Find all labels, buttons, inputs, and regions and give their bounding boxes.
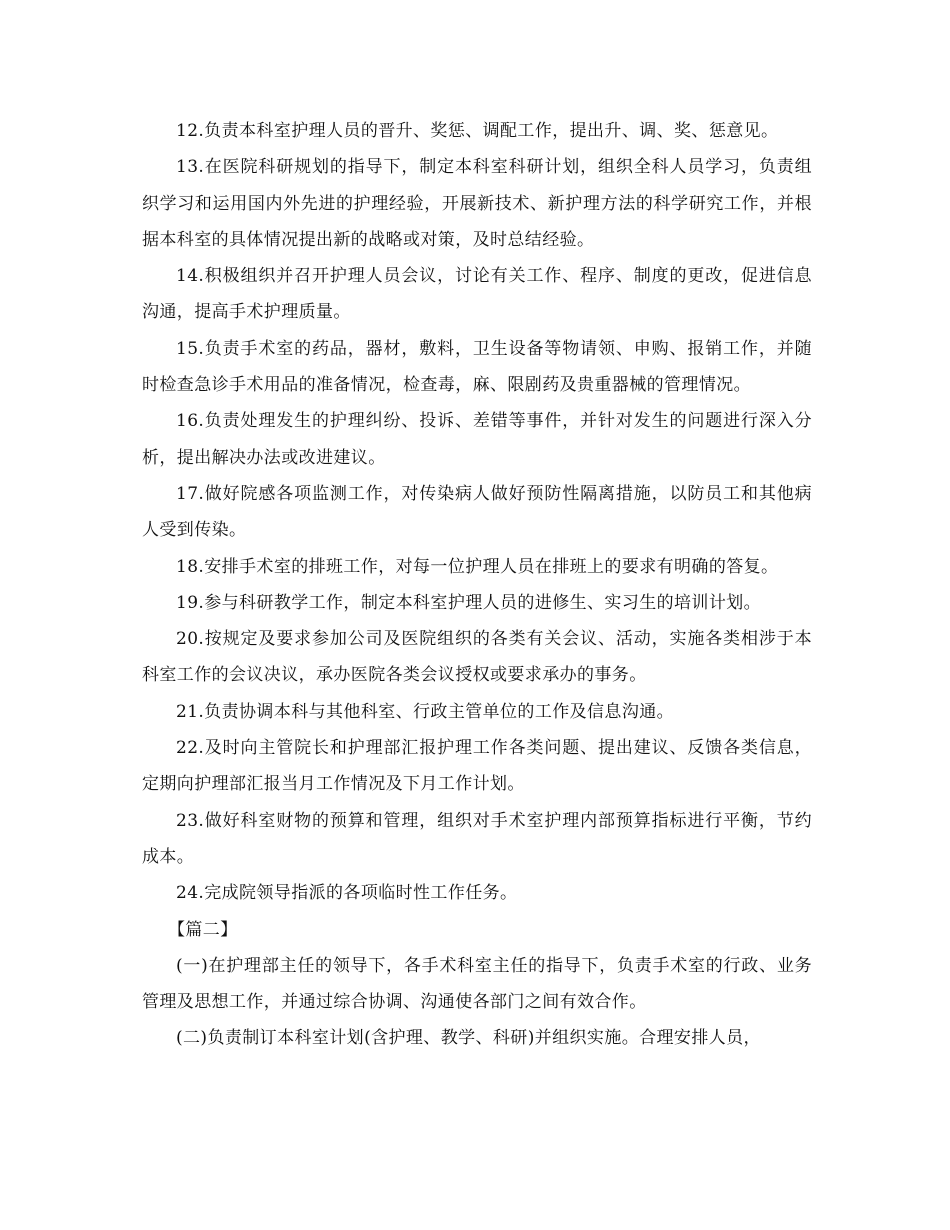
paragraph-item-15: 15.负责手术室的药品，器材，敷料，卫生设备等物请领、申购、报销工作，并随时检查急诊手术用品的准备情况，检查毒，麻、限剧药及贵重器械的管理情况。 bbox=[142, 338, 812, 396]
paragraph-item-17: 17.做好院感各项监测工作，对传染病人做好预防性隔离措施，以防员工和其他病人受到传染。 bbox=[142, 483, 812, 541]
section-paragraph-2: (二)负责制订本科室计划(含护理、教学、科研)并组织实施。合理安排人员， bbox=[176, 1028, 761, 1049]
document-body bbox=[142, 113, 812, 1057]
paragraph-item-20: 20.按规定及要求参加公司及医院组织的各类有关会议、活动，实施各类相涉于本科室工作的会议决议，承办医院各类会议授权或要求承办的事务。 bbox=[142, 629, 812, 686]
paragraph-item-16: 16.负责处理发生的护理纠纷、投诉、差错等事件，并针对发生的问题进行深入分析，提出解决办法或改进建议。 bbox=[142, 411, 812, 468]
paragraph-item-21: 21.负责协调本科与其他科室、行政主管单位的工作及信息沟通。 bbox=[176, 701, 675, 722]
paragraph-item-18: 18.安排手术室的排班工作，对每一位护理人员在排班上的要求有明确的答复。 bbox=[176, 556, 779, 577]
paragraph-item-24: 24.完成院领导指派的各项临时性工作任务。 bbox=[176, 883, 518, 904]
paragraph-item-13: 13.在医院科研规划的指导下，制定本科室科研计划，组织全科人员学习，负责组织学习和运用国内外先进的护理经验，开展新技术、新护理方法的科学研究工作，并根据本科室的具体情况提出新的战略或对策，及时总结经验。 bbox=[142, 157, 812, 250]
section-paragraph-1: (一)在护理部主任的领导下，各手术科室主任的指导下，负责手术室的行政、业务管理及思想工作，并通过综合协调、沟通使各部门之间有效合作。 bbox=[142, 955, 812, 1013]
paragraph-item-23: 23.做好科室财物的预算和管理，组织对手术室护理内部预算指标进行平衡，节约成本。 bbox=[142, 810, 812, 867]
paragraph-item-19: 19.参与科研教学工作，制定本科室护理人员的进修生、实习生的培训计划。 bbox=[176, 592, 762, 613]
paragraph-item-22: 22.及时向主管院长和护理部汇报护理工作各类问题、提出建议、反馈各类信息，定期向护理部汇报当月工作情况及下月工作计划。 bbox=[142, 738, 812, 795]
section-heading: 【篇二】 bbox=[168, 919, 238, 940]
paragraph-item-12: 12.负责本科室护理人员的晋升、奖惩、调配工作，提出升、调、奖、惩意见。 bbox=[176, 121, 779, 141]
paragraph-item-14: 14.积极组织并召开护理人员会议，讨论有关工作、程序、制度的更改，促进信息沟通，提高手术护理质量。 bbox=[142, 266, 812, 323]
